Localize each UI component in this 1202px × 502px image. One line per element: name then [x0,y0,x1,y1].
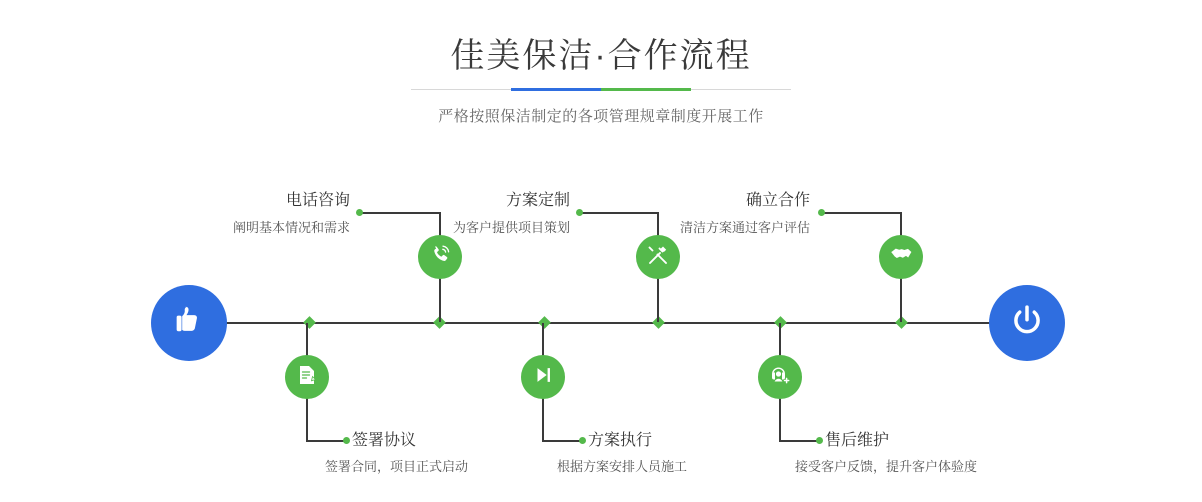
step-label-4: 方案执行 [588,432,653,449]
step-icon-1 [418,235,462,279]
power-icon [1008,302,1046,345]
divider-accent-green [601,88,691,91]
step-desc-6: 接受客户反馈，提升客户体验度 [795,459,978,474]
step-label-5: 确立合作 [745,192,810,209]
connector-dot [816,437,823,444]
step-icon-2 [285,355,329,399]
step-icon-6 [758,355,802,399]
connector-dot [579,437,586,444]
step-label-1: 电话咨询 [285,192,350,209]
step-desc-1: 阐明基本情况和需求 [232,220,350,235]
document-edit-icon [295,363,319,392]
axis-node [538,316,551,329]
step-desc-5: 清洁方案通过客户评估 [679,220,810,235]
connector-arm [779,440,819,442]
connector-arm [360,212,440,214]
connector-arm [822,212,901,214]
timeline-start [151,285,227,361]
title-divider [411,88,791,91]
handshake-icon [889,242,914,272]
page-title: 佳美保洁·合作流程 [450,37,752,75]
page-subtitle: 严格按照保洁制定的各项管理规章制度开展工作 [438,108,764,125]
phone-icon [428,243,452,272]
step-label-6: 售后维护 [825,432,890,449]
connector-dot [356,209,363,216]
header [0,34,1202,126]
step-icon-3 [636,235,680,279]
step-icon-4 [521,355,565,399]
timeline [0,155,1202,502]
connector-dot [818,209,825,216]
connector-dot [343,437,350,444]
step-label-3: 方案定制 [505,192,570,209]
step-desc-3: 为客户提供项目策划 [452,220,570,235]
tools-icon [646,243,670,272]
thumbs-up-icon [170,302,208,345]
step-label-2: 签署协议 [352,432,417,449]
step-icon-5 [879,235,923,279]
timeline-end [989,285,1065,361]
divider-accent-blue [511,88,601,91]
step-desc-2: 签署合同，项目正式启动 [325,459,469,474]
step-desc-4: 根据方案安排人员施工 [557,459,688,474]
support-agent-icon [768,363,792,392]
connector-arm [306,440,346,442]
connector-arm [580,212,658,214]
play-skip-icon [532,364,554,391]
connector-arm [542,440,582,442]
connector-dot [576,209,583,216]
